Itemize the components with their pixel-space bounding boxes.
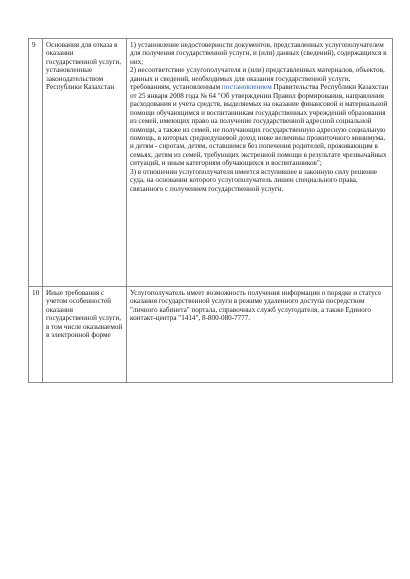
requirement-name: Основания для отказа в оказании государственной услуги, установленные законодательством Республики Казахстан [43,39,127,287]
table-row [29,39,393,287]
refusal-ground-1: 1) установление недостоверности документов, представленных услугополучателем для получения государственной услуги, и (или) данных (сведений), содержащихся в них; [130,41,387,66]
resolution-link[interactable]: постановлением [221,83,272,92]
refusal-ground-3: 3) в отношении услугополучателя имеется вступившее в законную силу решение суда, на основании которого услугополучатель лишен специального права, связанного с получением государственной услуги. [130,167,378,193]
refusal-ground-2-end: Правительства Республики Казахстан от 25 января 2008 года № 64 "Об утверждении Правил формирования, направления расходования и учета средств, выделяемых на оказание финансовой и материальной помощи обучающимся и воспитанникам государственных учреждений образования из семей, имеющих право на получение государственной адресной социальной помощи, а также из семей, не получающих государственную адресную социальную помощь, в которых среднедушевой доход ниже величины прожиточного минимума, и детям - сиротам, детям, оставшимся без попечения родителей, проживающим в семьях, детям из семей, требующих экстренной помощи в результате чрезвычайных ситуаций, и иным категориям обучающихся и воспитанников"; [130,83,389,168]
requirement-description: Услугополучатель имеет возможность получения информации о порядке и статусе оказания государственной услуги в режиме удаленного доступа посредством "личного кабинета" портала, справочных служб услугодателя, а также Единого контакт-центра "1414", 8-800-080-7777. [127,287,393,383]
requirement-description [127,39,393,287]
service-standard-table [28,38,393,383]
requirement-name: Иные требования с учетом особенностей оказания государственной услуги, в том числе оказываемой в электронной форме [43,287,127,383]
table-row [29,287,393,383]
row-number: 9 [29,39,43,287]
refusal-ground-2-start: 2) несоответствие услугополучателя и (или) представленных материалов, объектов, данных и сведений, необходимых для оказания государственной услуги, требованиям, установленным [130,66,385,92]
row-number: 10 [29,287,43,383]
